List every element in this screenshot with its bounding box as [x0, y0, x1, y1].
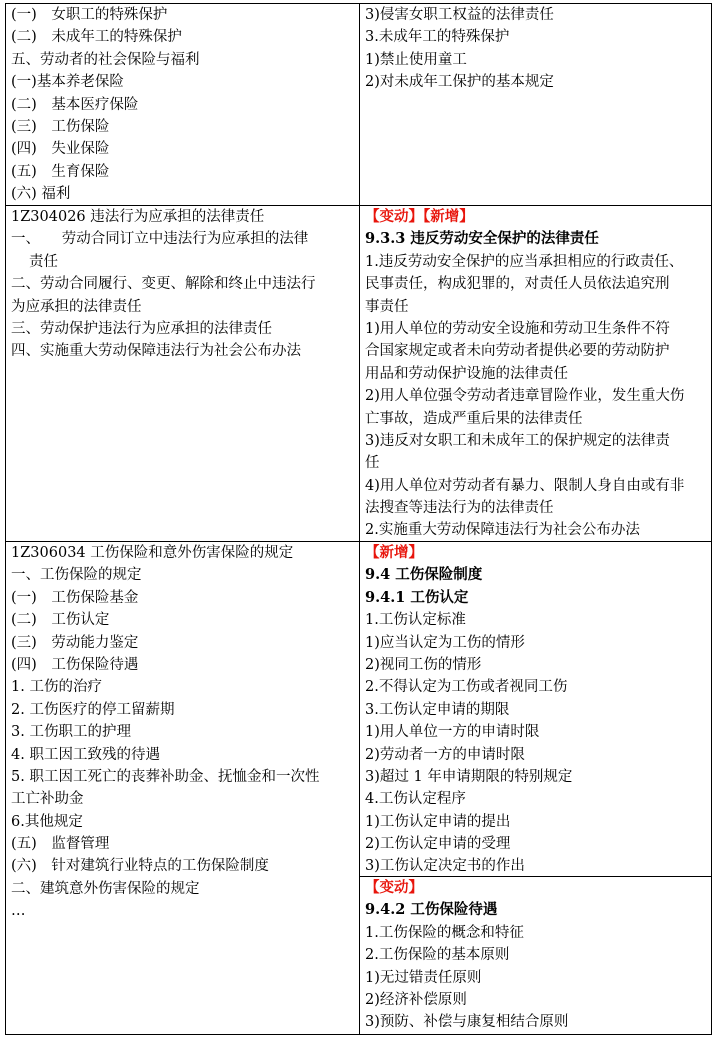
- list-item: (二) 工伤认定: [11, 612, 110, 629]
- section-code-title: 1Z306034 工伤保险和意外伤害保险的规定: [11, 545, 294, 561]
- list-item: 事责任: [365, 298, 409, 315]
- list-item: (六) 福利: [11, 186, 71, 203]
- list-item: (六) 针对建筑行业特点的工伤保险制度: [11, 858, 269, 875]
- section-code-title: 1Z304026 违法行为应承担的法律责任: [11, 209, 265, 225]
- list-item: 法搜查等违法行为的法律责任: [365, 500, 554, 517]
- row3-right-cell-lower: [365, 877, 709, 1034]
- list-item: 5. 职工因工死亡的丧葬补助金、抚恤金和一次性: [11, 768, 320, 785]
- ellipsis: …: [11, 903, 26, 920]
- list-item: 四、实施重大劳动保障违法行为社会公布办法: [11, 343, 301, 360]
- row1-right-cell: [365, 4, 709, 94]
- list-item: 1)用人单位的劳动安全设施和劳动卫生条件不符: [365, 320, 670, 337]
- list-item: (一) 女职工的特殊保护: [11, 7, 168, 23]
- list-item-continuation: 为应承担的法律责任: [11, 298, 142, 315]
- list-item-continuation: 工亡补助金: [11, 791, 84, 808]
- list-item: 3)超过 1 年申请期限的特别规定: [365, 768, 573, 785]
- list-item: 2)工伤认定申请的受理: [365, 836, 511, 853]
- list-item: 1. 工伤的治疗: [11, 679, 102, 696]
- list-item: 1)无过错责任原则: [365, 969, 482, 986]
- list-item: 3.未成年工的特殊保护: [365, 29, 510, 46]
- subsection-heading: 9.4.2 工伤保险待遇: [365, 901, 498, 919]
- change-tag: 【新增】: [365, 544, 423, 561]
- list-item: 2)用人单位强令劳动者违章冒险作业，发生重大伤: [365, 388, 685, 405]
- row3-right-cell-upper: [365, 542, 709, 878]
- list-item: 一、工伤保险的规定: [11, 567, 142, 584]
- table-left-border: [5, 3, 6, 1035]
- list-item: 1)应当认定为工伤的情形: [365, 634, 525, 651]
- list-item: 3)工伤认定决定书的作出: [365, 858, 525, 875]
- list-item-continuation: 责任: [29, 253, 58, 270]
- section-heading: 9.3.3 违反劳动安全保护的法律责任: [365, 230, 599, 248]
- change-tag: 【变动】: [365, 879, 423, 896]
- list-item: (五) 监督管理: [11, 836, 110, 853]
- list-item: 1)用人单位一方的申请时限: [365, 724, 540, 741]
- list-item: 任: [365, 455, 380, 472]
- list-item: 一、 劳动合同订立中违法行为应承担的法律: [11, 231, 309, 248]
- row3-left-cell: [11, 542, 356, 923]
- list-item: (二) 未成年工的特殊保护: [11, 29, 182, 46]
- list-item: 2. 工伤医疗的停工留薪期: [11, 701, 175, 718]
- list-item: 1.工伤保险的概念和特征: [365, 924, 524, 941]
- list-item: 3)违反对女职工和未成年工的保护规定的法律责: [365, 432, 670, 449]
- list-item: 合国家规定或者未向劳动者提供必要的劳动防护: [365, 343, 670, 360]
- section-heading: 9.4 工伤保险制度: [365, 566, 483, 584]
- subsection-heading: 9.4.1 工伤认定: [365, 588, 469, 606]
- list-item: 4)用人单位对劳动者有暴力、限制人身自由或有非: [365, 477, 685, 494]
- list-item: 2.工伤保险的基本原则: [365, 947, 510, 964]
- list-item: 1)工伤认定申请的提出: [365, 813, 511, 830]
- row1-left-cell: [11, 4, 356, 206]
- list-item: 6.其他规定: [11, 813, 83, 830]
- list-item: 3)预防、补偿与康复相结合原则: [365, 1014, 569, 1031]
- list-item: (一) 工伤保险基金: [11, 589, 139, 606]
- row2-right-cell: [365, 206, 709, 542]
- column-divider: [359, 3, 360, 1035]
- list-item: 4.工伤认定程序: [365, 791, 466, 808]
- list-item: 2)视同工伤的情形: [365, 656, 482, 673]
- list-item: 二、劳动合同履行、变更、解除和终止中违法行: [11, 276, 316, 293]
- list-item: 五、劳动者的社会保险与福利: [11, 51, 200, 68]
- list-item: 三、劳动保护违法行为应承担的法律责任: [11, 320, 272, 337]
- list-item: 2)对未成年工保护的基本规定: [365, 74, 554, 91]
- list-item: (三) 劳动能力鉴定: [11, 634, 139, 651]
- list-item: 亡事故，造成严重后果的法律责任: [365, 410, 583, 427]
- list-item: 3.工伤认定申请的期限: [365, 701, 510, 718]
- list-item: (五) 生育保险: [11, 163, 110, 180]
- list-item: (四) 失业保险: [11, 141, 110, 158]
- list-item: 1)禁止使用童工: [365, 51, 467, 68]
- list-item: (一)基本养老保险: [11, 74, 124, 91]
- list-item: 二、建筑意外伤害保险的规定: [11, 880, 200, 897]
- list-item: 1.工伤认定标准: [365, 612, 466, 629]
- list-item: (二) 基本医疗保险: [11, 96, 139, 113]
- list-item: 2)劳动者一方的申请时限: [365, 746, 525, 763]
- list-item: 3. 工伤职工的护理: [11, 724, 131, 741]
- row2-left-cell: [11, 206, 356, 363]
- list-item: 民事责任，构成犯罪的，对责任人员依法追究刑: [365, 276, 670, 293]
- list-item: 4. 职工因工致残的待遇: [11, 746, 160, 763]
- change-tag: 【变动】【新增】: [365, 208, 474, 225]
- list-item: 2.不得认定为工伤或者视同工伤: [365, 679, 568, 696]
- list-item: 3)侵害女职工权益的法律责任: [365, 7, 554, 23]
- list-item: (三) 工伤保险: [11, 118, 110, 135]
- list-item: 2)经济补偿原则: [365, 991, 467, 1008]
- list-item: 1.违反劳动安全保护的应当承担相应的行政责任、: [365, 253, 684, 270]
- list-item: 2.实施重大劳动保障违法行为社会公布办法: [365, 522, 640, 539]
- list-item: 用品和劳动保护设施的法律责任: [365, 365, 568, 382]
- table-right-border: [711, 3, 712, 1035]
- list-item: (四) 工伤保险待遇: [11, 656, 139, 673]
